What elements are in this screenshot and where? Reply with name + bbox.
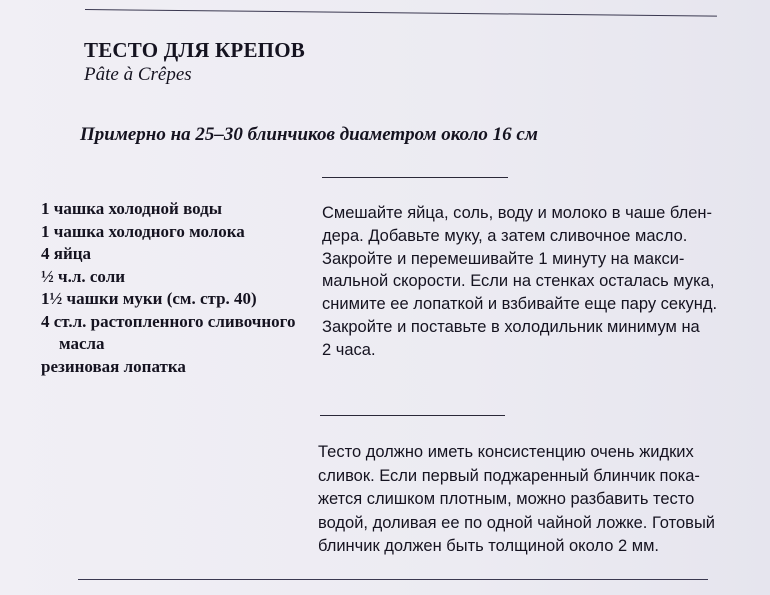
method-line: Закройте и поставьте в холодильник минимум на (322, 317, 700, 336)
ingredient-list (41, 198, 301, 378)
top-rule (85, 9, 717, 17)
ingredient-item: 1 чашка холодной воды (41, 199, 223, 218)
note-line: сливок. Если первый поджаренный блинчик пока- (318, 466, 700, 485)
method-line: 2 часа. (322, 340, 376, 359)
note-line: водой, доливая ее по одной чайной ложке. Готовый (318, 513, 716, 532)
ingredient-item: резиновая лопатка (41, 356, 186, 376)
method-line: Смешайте яйца, соль, воду и молоко в чаше блен- (322, 204, 712, 222)
recipe-title: ТЕСТО ДЛЯ КРЕПОВ (84, 38, 305, 62)
method-line: снимите ее лопаткой и взбивайте еще пару секунд. (322, 295, 718, 314)
note-line: жется слишком плотным, можно разбавить тесто (318, 490, 695, 508)
section-divider (322, 177, 508, 178)
ingredient-item: ½ ч.л. соли (41, 266, 126, 286)
ingredient-item: 1½ чашки муки (см. стр. 40) (41, 289, 257, 308)
note-line: Тесто должно иметь консистенцию очень жидких (318, 443, 694, 461)
method-line: Закройте и перемешивайте 1 минуту на макси- (322, 249, 685, 268)
method-text (322, 202, 747, 362)
ingredient-item: 4 ст.л. растопленного сливочного масла (41, 311, 296, 353)
section-divider (320, 415, 505, 416)
bottom-rule (78, 579, 708, 580)
recipe-yield: Примерно на 25–30 блинчиков диаметром около 16 см (80, 124, 538, 145)
method-line: дера. Добавьте муку, а затем сливочное масло. (322, 226, 688, 245)
ingredient-item: 4 яйца (41, 244, 92, 263)
method-line: мальной скорости. Если на стенках осталась мука, (322, 272, 715, 291)
recipe-subtitle: Pâte à Crêpes (84, 64, 192, 85)
note-text (318, 441, 748, 559)
ingredient-item: 1 чашка холодного молока (41, 221, 245, 241)
note-line: блинчик должен быть толщиной около 2 мм. (318, 537, 660, 555)
